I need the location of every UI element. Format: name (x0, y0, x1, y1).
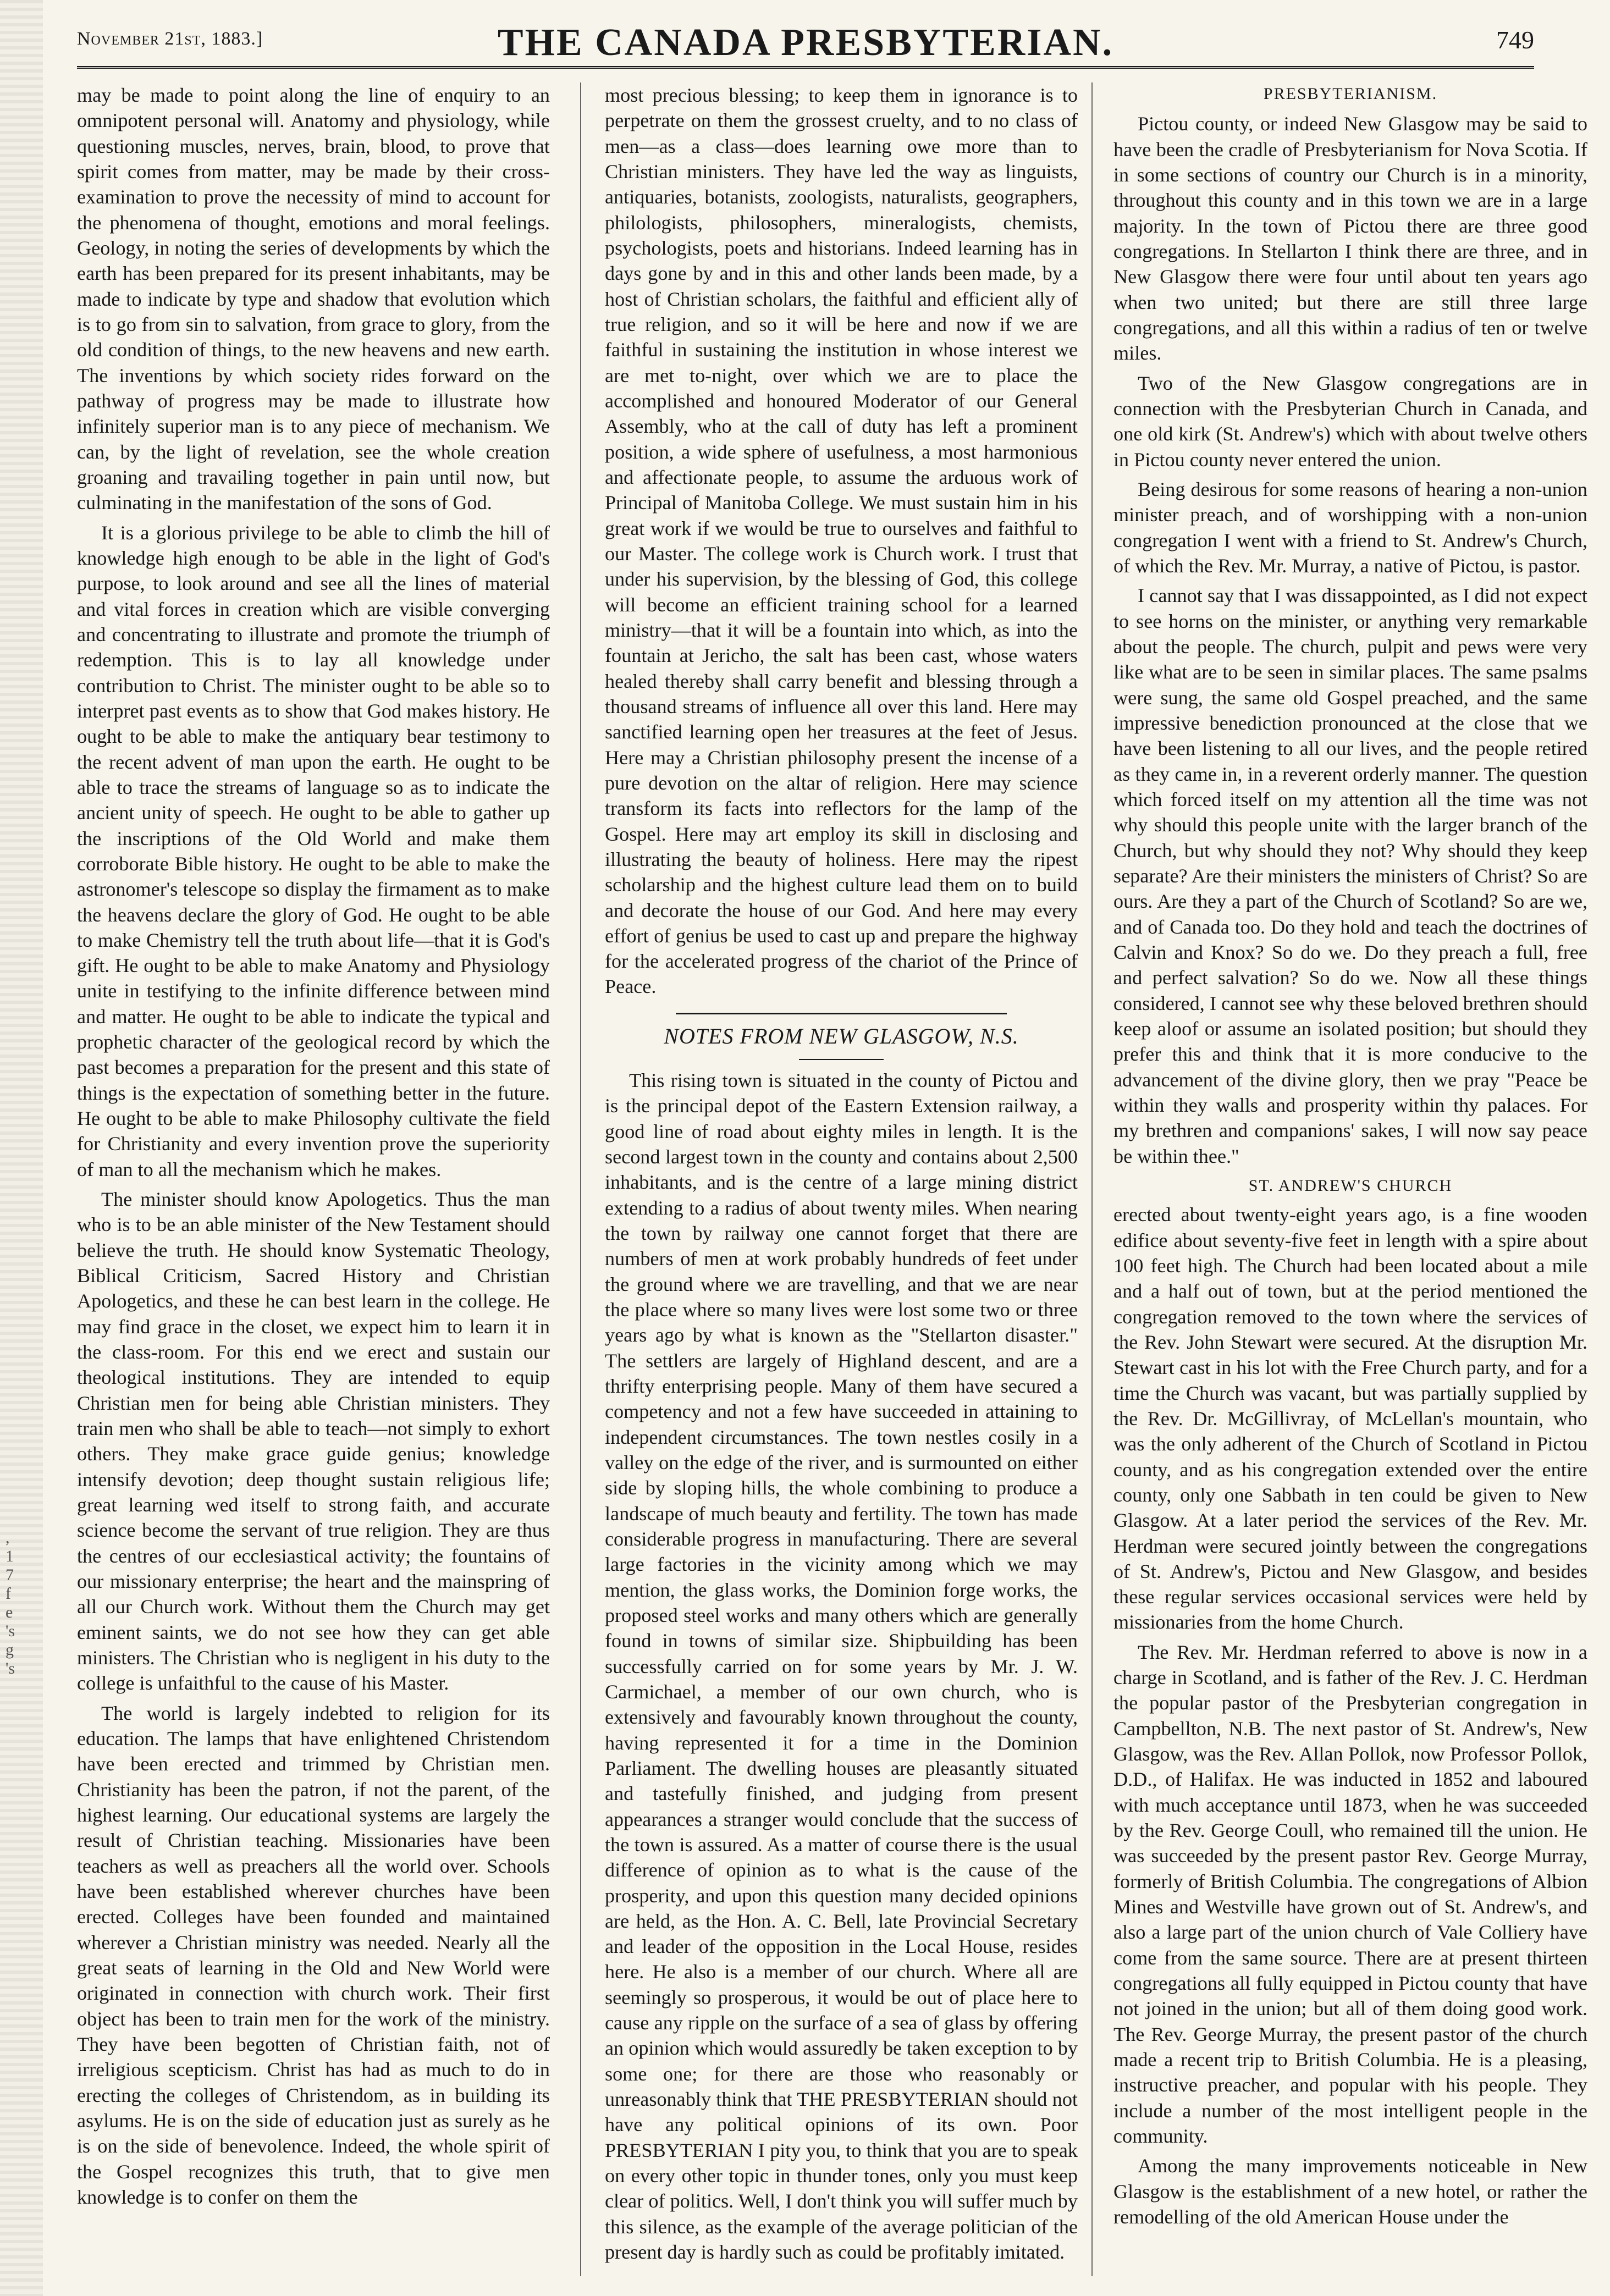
margin-mark: , (5, 1528, 10, 1547)
paragraph: Two of the New Glasgow congregations are in connection with the Presbyterian Church in Canada, and one old kirk (St. Andrew's) which with about twelve others in Pictou county never entered the union. (1113, 372, 1587, 471)
issue-date: November 21st, 1883.] (77, 29, 263, 49)
column-rule (580, 82, 581, 2276)
article-title: NOTES FROM NEW GLASGOW, N.S. (664, 1023, 1019, 1048)
margin-mark: f (5, 1585, 11, 1603)
paragraph: This rising town is situated in the county of Pictou and is the principal depot of the Eastern Extension railway, a good line of road about eighty miles in length. It is the second largest town in the county and contains about 2,500 inhabitants, and is the centre of a large mining district extending to a radius of about twenty miles. When nearing the town by railway one cannot forget that there are numbers of men at work probably hundreds of feet under the ground where we are travelling, and that we are near the place where so many lives were lost some two or three years ago by what is known as the "Stellarton disaster." The settlers are largely of Highland descent, and are a thrifty enterprising people. Many of them have secured a competency and not a few have succeeded in attaining to independent circumstances. The town nestles cosily in a valley on the edge of the river, and is surmounted on either side by sloping hills, the whole combining to produce a landscape of much beauty and fertility. The town has made considerable progress in manufacturing. There are several large factories in the vicinity among which we may mention, the glass works, the Dominion forge works, the proposed steel works and many others which are generally found in towns of similar size. Shipbuilding has been successfully carried on for some years by Mr. J. W. Carmichael, a member of our own church, who is extensively and favourably known throughout the county, having represented it for a time in the Dominion Parliament. The dwelling houses are pleasantly situated and tastefully finished, and judging from present appearances a stranger would conclude that the success of the town is assured. As a matter of course there is the usual difference of opinion as to what is the cause of the prosperity, and upon this question many decided opinions are held, as the Hon. A. C. Bell, late Provincial Secretary and leader of the opposition in the Local House, resides here. He also is a member of our church. Where all are seemingly so prosperous, it would be out of place here to cause any ripple on the surface of a sea of glass by offering an opinion which would assuredly be taken exception to by some one; for there are those who reasonably or unreasonably think that THE PRESBYTERIAN should not have any political opinions of its own. Poor PRESBYTERIAN I pity you, to think that you are to speak on every other topic in thunder tones, only you must keep clear of politics. Well, I don't think you will suffer much by this silence, as the example of the average politician of the present day is hardly such as could be profitably imitated. (605, 1069, 1078, 2264)
page-number: 749 (1496, 26, 1534, 54)
binding-edge (0, 0, 43, 2296)
section-heading: PRESBYTERIANISM. (1263, 85, 1438, 103)
margin-mark: 7 (5, 1566, 14, 1584)
margin-mark: 1 (5, 1547, 14, 1565)
paragraph: The minister should know Apologetics. Thus the man who is to be an able minister of the New Testament should believe the truth. He should know Systematic Theology, Biblical Criticism, Sacred History and Christian Apologetics, and these he can best learn in the college. He may find grace in the closet, we expect him to learn it in the class-room. For this end we erect and sustain our theological institutions. They are intended to equip Christian men for being able Christian ministers. They train men who shall be able to teach—not simply to exhort others. They make grace guide genius; knowledge intensify devotion; deep thought sustain religious life; great learning wed itself to strong faith, and accurate science become the servant of true religion. They are thus the centres of our ecclesiastical activity; the fountains of our missionary enterprise; the heart and the mainspring of all our Church work. Without them the Church may get eminent saints, we do not see how they can get able ministers. The Christian who is negligent in his duty to the college is unfaithful to the cause of his Master. (77, 1188, 550, 1695)
margin-marks (5, 1528, 27, 1678)
column-rule (1091, 82, 1093, 2276)
paragraph: The Rev. Mr. Herdman referred to above is now in a charge in Scotland, and is father of the Rev. J. C. Herdman the popular pastor of the Presbyterian congregation in Campbellton, N.B. The next pastor of St. Andrew's, New Glasgow, was the Rev. Allan Pollok, now Professor Pollok, D.D., of Halifax. He was inducted in 1852 and laboured with much acceptance until 1873, when he was succeeded by the Rev. George Coull, who remained till the union. He was succeeded by the present pastor Rev. George Murray, formerly of British Columbia. The congregations of Albion Mines and Westville have grown out of St. Andrew's, and also a large part of the union church of Vale Colliery have come from the same source. There are at present thirteen congregations all fully equipped in Pictou county that have not joined in the union; but all of them doing good work. The Rev. George Murray, the present pastor of the church made a recent trip to British Columbia. He is a pleasing, instructive preacher, and popular with his people. They include a number of the most intelligent people in the community. (1113, 1641, 1587, 2148)
paragraph: The world is largely indebted to religion for its education. The lamps that have enlightened Christendom have been erected and trimmed by Christian men. Christianity has been the patron, if not the parent, of the highest learning. Our educational systems are largely the result of Christian teaching. Missionaries have been teachers as well as preachers all the world over. Schools have been established wherever churches have been erected. Colleges have been founded and maintained wherever a Christian ministry was needed. Nearly all the great seats of learning in the Old and New World were originated in connection with church work. Their first object has been to train men for the work of the ministry. They have been begotten of Christian faith, not of irreligious scepticism. Christ has had as much to do in erecting the colleges of Christendom, as in building its asylums. He is on the side of education just as surely as he is on the side of benevolence. Indeed, the whole spirit of the Gospel recognizes this truth, that to give men knowledge is to confer on them the (77, 1702, 550, 2208)
paragraph: Among the many improvements noticeable in New Glasgow is the establishment of a new hotel, or rather the remodelling of the old American House under the (1113, 2155, 1587, 2228)
section-heading: ST. ANDREW'S CHURCH (1248, 1176, 1453, 1195)
column-2 (605, 82, 1078, 2279)
page-header (77, 21, 1534, 69)
margin-mark: e (5, 1603, 13, 1621)
masthead-title: THE CANADA PRESBYTERIAN. (497, 21, 1114, 64)
margin-mark: 's (5, 1659, 15, 1677)
column-3 (1113, 82, 1587, 2279)
margin-mark: g (5, 1641, 14, 1659)
paragraph: most precious blessing; to keep them in ignorance is to perpetrate on them the grossest cruelty, and to no class of men—as a class—does learning owe more than to Christian ministers. They have led the way as linguists, antiquaries, botanists, zoologists, naturalists, geographers, philologists, philosophers, mineralogists, chemists, psychologists, poets and historians. Indeed learning has in days gone by and in this and other lands been made, by a host of Christian scholars, the faithful and efficient ally of true religion, and so it will be here and now if we are faithful in sustaining the institution in whose interest we are met to-night, over which we are to place the accomplished and honoured Moderator of our General Assembly, who at the call of duty has left a prominent position, a wide sphere of usefulness, a most harmonious and affectionate people, to assume the arduous work of Principal of Manitoba College. We must sustain him in his great work if we would be true to ourselves and faithful to our Master. The college work is Church work. I trust that under his supervision, by the blessing of God, this college will become an efficient training school for a learned ministry—that it will be a fountain into which, as into the fountain at Jericho, the salt has been cast, whose waters healed thereby shall carry benefit and blessing through a thousand streams of influence all over this land. Here may sanctified learning open her treasures at the feet of Jesus. Here may a Christian philosophy present the incense of a pure devotion on the altar of religion. Here may science transform its facts into reflectors for the lamp of the Gospel. Here may art employ its skill in disclosing and illustrating the beauty of holiness. Here may the ripest scholarship and the highest culture lead them on to build and decorate the house of our God. And here may every effort of genius be used to cast up and prepare the highway for the accelerated progress of the chariot of the Prince of Peace. (605, 84, 1078, 998)
paragraph: It is a glorious privilege to be able to climb the hill of knowledge high enough to be able in the light of God's purpose, to look around and see all the lines of material and vital forces in creation which are visible converging and concentrating to illustrate and promote the triumph of redemption. This is to lay all knowledge under contribution to Christ. The minister ought to be able so to interpret past events as to show that God makes history. He ought to be able to make the antiquary bear testimony to the recent advent of man upon the earth. He ought to be able to trace the streams of language so as to indicate the ancient unity of speech. He ought to be able to gather up the inscriptions of the Old World and make them corroborate Bible history. He ought to be able to make the astronomer's telescope so display the firmament as to make the heavens declare the glory of God. He ought to be able to make Chemistry tell the truth about life—that it is God's gift. He ought to be able to make Anatomy and Physiology unite in testifying to the infinite difference between mind and matter. He ought to be able to indicate the typical and prophetic character of the geological record by which the past becomes a preparation for the present and this state of things is the expectation of something better in the future. He ought to be able to make Philosophy cultivate the field for Christianity and every invention prove the superiority of man to all the mechanism which he makes. (77, 521, 550, 1180)
title-rule (799, 1059, 884, 1060)
paragraph: I cannot say that I was dissappointed, as I did not expect to see horns on the minister, or anything very remarkable about the people. The church, pulpit and pews were very like what are to be seen in similar places. The same psalms were sung, the same old Gospel preached, and the same impressive benediction pronounced at the close that we have been listening to all our lives, and the people retired as they came in, in a reverent orderly manner. The question which forced itself on my attention all the time was not why should this people unite with the larger branch of the Church, but why should they not? Why should they keep separate? Are their ministers the ministers of Christ? So are ours. Are they a part of the Church of Scotland? So are we, and of Canada too. Do they hold and teach the doctrines of Calvin and Knox? So do we. Do they preach a full, free and perfect salvation? So do we. Now all these things considered, I cannot see why these beloved brethren should keep aloof or assume an isolated position; but should they prefer this and think that it is more conducive to the advancement of the divine glory, then we pray "Peace be within they walls and prosperity within thy palaces. For my brethren and companions' sakes, I will now say peace be within thee." (1113, 584, 1587, 1167)
paragraph: erected about twenty-eight years ago, is a fine wooden edifice about seventy-five feet in length with a spire about 100 feet high. The Church had been located about a mile and a half out of town, but at the period mentioned the congregation removed to the town where the services of the Rev. John Stewart were secured. At the disruption Mr. Stewart cast in his lot with the Free Church party, and for a time the Church was vacant, but was partially supplied by the Rev. Dr. McGillivray, of McLellan's mountain, who was the only adherent of the Church of Scotland in Pictou county, and as his congregation extended over the entire county, only one Sabbath in ten could be given to New Glasgow. At a later period the services of the Rev. Mr. Herdman were secured jointly between the congregations of St. Andrew's, Pictou and New Glasgow, and besides these regular services occasional services were held by missionaries from the home Church. (1113, 1204, 1587, 1633)
paragraph: Pictou county, or indeed New Glasgow may be said to have been the cradle of Presbyterianism for Nova Scotia. If in some sections of country our Church is in a minority, throughout this county and in this town we are in a large majority. In the town of Pictou there are three good congregations. In Stellarton I think there are three, and in New Glasgow there were four until about ten years ago when two united; but there are still three large congregations, and all this within a radius of ten or twelve miles. (1113, 113, 1587, 365)
article-separator (676, 1013, 1007, 1014)
margin-mark: 's (5, 1622, 15, 1640)
paragraph: may be made to point along the line of enquiry to an omnipotent personal will. Anatomy and physiology, while questioning muscles, nerves, brain, blood, to prove that spirit comes from matter, may be made by their cross-examination to prove the necessity of mind to account for the phenomena of thought, emotions and moral feelings. Geology, in noting the series of developments by which the earth has been prepared for its present inhabitants, may be made to indicate by type and shadow that evolution which is to go from sin to salvation, from grace to glory, from the old condition of things, to the new heavens and new earth. The inventions by which society rides forward on the pathway of progress may be made to illustrate how infinitely superior man is to any piece of mechanism. We can, by the light of revelation, see the whole creation groaning and travailing together in pain until now, but culminating in the manifestation of the sons of God. (77, 84, 550, 514)
paragraph: Being desirous for some reasons of hearing a non-union minister preach, and of worshipping with a non-union congregation I went with a friend to St. Andrew's Church, of which the Rev. Mr. Murray, a native of Pictou, is pastor. (1113, 478, 1587, 577)
column-1 (77, 82, 550, 2279)
